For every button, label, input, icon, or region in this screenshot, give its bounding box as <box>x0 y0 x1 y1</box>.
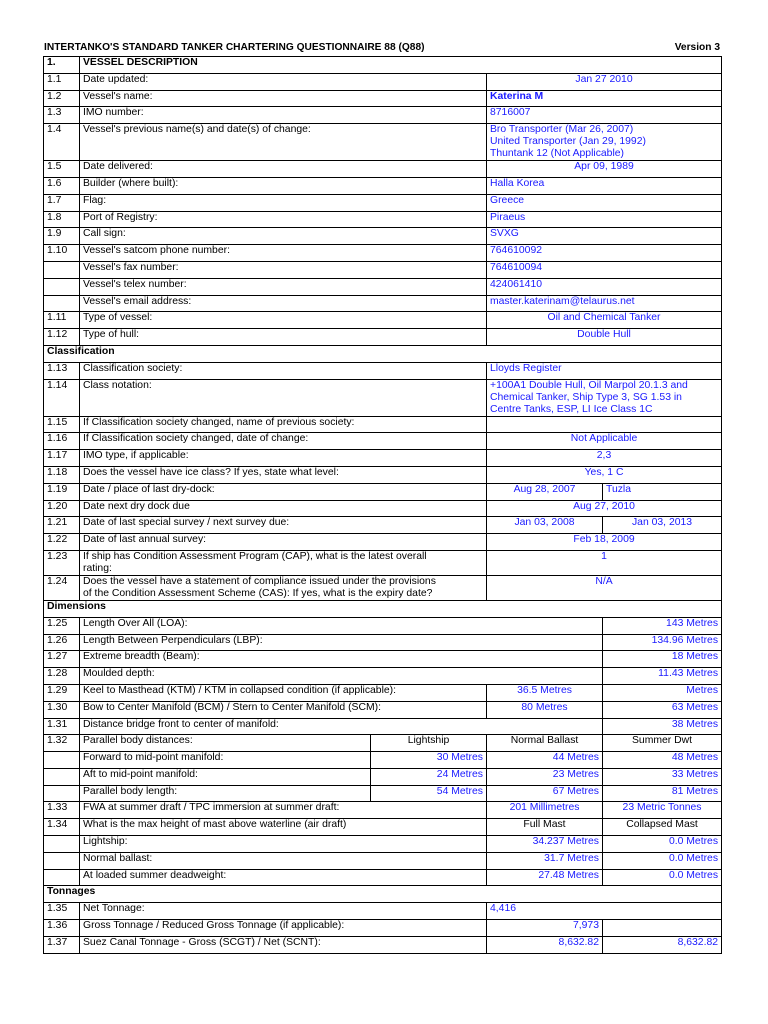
table-row: 1.8 Port of Registry: Piraeus <box>44 211 722 228</box>
email-value: master.katerinam@telaurus.net <box>487 295 722 312</box>
table-row: 1.17 IMO type, if applicable: 2,3 <box>44 450 722 467</box>
table-row: 1.33 FWA at summer draft / TPC immersion at summer draft: 201 Millimetres 23 Metric Tonnes <box>44 802 722 819</box>
table-row: 1.21 Date of last special survey / next survey due: Jan 03, 2008 Jan 03, 2013 <box>44 517 722 534</box>
section-header <box>44 345 722 362</box>
table-row: 1.26 Length Between Perpendiculars (LBP): 134.96 Metres <box>44 634 722 651</box>
dimensions-title: Dimensions <box>44 600 722 617</box>
document-title: INTERTANKO'S STANDARD TANKER CHARTERING QUESTIONNAIRE 88 (Q88) <box>44 42 425 53</box>
table-row: 1.16 If Classification society changed, date of change: Not Applicable <box>44 433 722 450</box>
section-header <box>44 886 722 903</box>
table-row: 1.30 Bow to Center Manifold (BCM) / Stern to Center Manifold (SCM): 80 Metres 63 Metres <box>44 701 722 718</box>
table-row: 1.23 If ship has Condition Assessment Program (CAP), what is the latest overall rating: 1 <box>44 550 722 575</box>
table-row: 1.37 Suez Canal Tonnage - Gross (SCGT) / Net (SCNT): 8,632.82 8,632.82 <box>44 936 722 953</box>
table-row: 1.7 Flag: Greece <box>44 194 722 211</box>
table-row: Vessel's telex number: 424061410 <box>44 278 722 295</box>
table-row: 1.14 Class notation: +100A1 Double Hull, Oil Marpol 20.1.3 and Chemical Tanker, Ship Type 3, SG 1.53 in Centre Tanks, ESP, LI Ice Class 1C <box>44 379 722 416</box>
table-row: Vessel's fax number: 764610094 <box>44 261 722 278</box>
document-version: Version 3 <box>674 42 720 53</box>
table-row: Forward to mid-point manifold: 30 Metres 44 Metres 48 Metres <box>44 752 722 769</box>
table-row: 1.6 Builder (where built): Halla Korea <box>44 177 722 194</box>
table-row: 1.9 Call sign: SVXG <box>44 228 722 245</box>
table-row: 1.1 Date updated: Jan 27 2010 <box>44 73 722 90</box>
table-row: 1.13 Classification society: Lloyds Register <box>44 362 722 379</box>
table-row: At loaded summer deadweight: 27.48 Metres 0.0 Metres <box>44 869 722 886</box>
tonnages-title: Tonnages <box>44 886 722 903</box>
table-row: 1.15 If Classification society changed, name of previous society: <box>44 416 722 433</box>
table-row: 1.20 Date next dry dock due Aug 27, 2010 <box>44 500 722 517</box>
table-row: 1.18 Does the vessel have ice class? If yes, state what level: Yes, 1 C <box>44 466 722 483</box>
table-row: 1.35 Net Tonnage: 4,416 <box>44 903 722 920</box>
table-row: 1.27 Extreme breadth (Beam): 18 Metres <box>44 651 722 668</box>
table-row: Parallel body length: 54 Metres 67 Metres 81 Metres <box>44 785 722 802</box>
table-row: 1.3 IMO number: 8716007 <box>44 107 722 124</box>
table-row: 1.24 Does the vessel have a statement of compliance issued under the provisions of the Condition Assessment Scheme (CAS): If yes, what is the expiry date? N/A <box>44 575 722 600</box>
date-updated-value: Jan 27 2010 <box>487 73 722 90</box>
section-header: 1. VESSEL DESCRIPTION <box>44 57 722 74</box>
table-row: 1.11 Type of vessel: Oil and Chemical Tanker <box>44 312 722 329</box>
table-row: 1.5 Date delivered: Apr 09, 1989 <box>44 161 722 178</box>
table-row: 1.22 Date of last annual survey: Feb 18, 2009 <box>44 534 722 551</box>
vessel-name-value: Katerina M <box>487 90 722 107</box>
section-header <box>44 600 722 617</box>
table-row: 1.4 Vessel's previous name(s) and date(s) of change: Bro Transporter (Mar 26, 2007) United Transporter (Jan 29, 1992) Thuntank 12 (Not Applicable) <box>44 124 722 161</box>
table-row: 1.10 Vessel's satcom phone number: 764610092 <box>44 245 722 262</box>
table-row: Normal ballast: 31.7 Metres 0.0 Metres <box>44 852 722 869</box>
table-row: 1.12 Type of hull: Double Hull <box>44 329 722 346</box>
table-row: 1.25 Length Over All (LOA): 143 Metres <box>44 617 722 634</box>
table-row: 1.32 Parallel body distances: Lightship Normal Ballast Summer Dwt <box>44 735 722 752</box>
section-title: VESSEL DESCRIPTION <box>80 57 722 74</box>
table-row: 1.31 Distance bridge front to center of manifold: 38 Metres <box>44 718 722 735</box>
table-row: 1.34 What is the max height of mast above waterline (air draft) Full Mast Collapsed Mast <box>44 819 722 836</box>
questionnaire-table <box>43 56 722 954</box>
previous-names-value: Bro Transporter (Mar 26, 2007) United Transporter (Jan 29, 1992) Thuntank 12 (Not Applicable) <box>487 124 722 161</box>
table-row: Lightship: 34.237 Metres 0.0 Metres <box>44 836 722 853</box>
table-row: 1.2 Vessel's name: Katerina M <box>44 90 722 107</box>
table-row: Aft to mid-point manifold: 24 Metres 23 Metres 33 Metres <box>44 768 722 785</box>
table-row: 1.36 Gross Tonnage / Reduced Gross Tonnage (if applicable): 7,973 <box>44 920 722 937</box>
table-row: 1.19 Date / place of last dry-dock: Aug 28, 2007 Tuzla <box>44 483 722 500</box>
table-row: 1.29 Keel to Masthead (KTM) / KTM in collapsed condition (if applicable): 36.5 Metres Metres <box>44 684 722 701</box>
table-row: 1.28 Moulded depth: 11.43 Metres <box>44 668 722 685</box>
classification-title: Classification <box>44 345 722 362</box>
class-notation-value: +100A1 Double Hull, Oil Marpol 20.1.3 and Chemical Tanker, Ship Type 3, SG 1.53 in Centre Tanks, ESP, LI Ice Class 1C <box>487 379 722 416</box>
table-row: Vessel's email address: master.katerinam@telaurus.net <box>44 295 722 312</box>
document-header <box>44 42 720 55</box>
